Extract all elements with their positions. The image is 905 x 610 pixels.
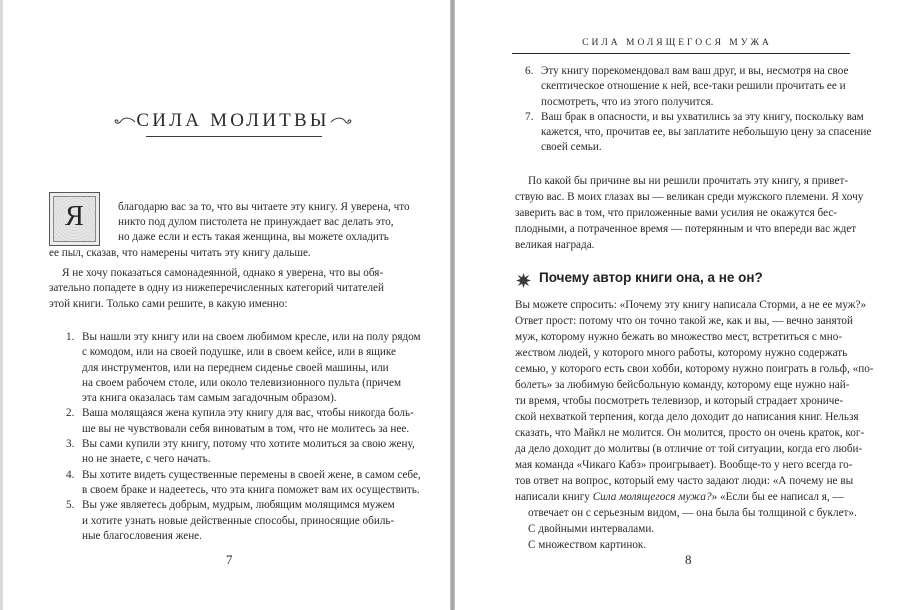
list-item-line: Вы уже являетесь добрым, мудрым, любящим молящимся мужем <box>82 499 395 512</box>
list-item-line: на своем рабочем столе, или около телевизионного пульта (причем <box>82 376 402 389</box>
page-edge <box>0 0 3 610</box>
right-flourish-icon <box>330 116 352 128</box>
body-line: Ответ прост: потому что он точно такой же, как и вы, — вечно занятой <box>515 315 854 327</box>
paragraph-line: великая награда. <box>515 239 595 251</box>
intro-line: никто под дулом пистолета не принуждает вас делать это, <box>118 216 394 228</box>
list-item-line: в своем браке и надеетесь, что эта книга поможет вам их осуществить. <box>82 483 420 496</box>
body-line: мая команда «Чикаго Кабз» проигрывает). Вообще-то у него всегда го- <box>515 459 853 471</box>
list-item-line: Вы нашли эту книгу или на своем любимом кресле, или на полу рядом <box>82 331 421 343</box>
paragraph-line: плодными, а потраченное время — потерянным и что впереди вас ждет <box>515 223 857 235</box>
list-item-line: ные благословения жене. <box>82 529 202 542</box>
intro-line: ее пыл, сказав, что намерены читать эту книгу дальше. <box>49 247 311 259</box>
paragraph-line: По какой бы причине вы ни решили прочитать эту книгу, я привет- <box>528 175 849 187</box>
body-line: болеть» за любимую бейсбольную команду, которому еще нужно най- <box>515 379 850 391</box>
paragraph-line: зательно попадете в одну из нижеперечисленных категорий читателей <box>49 282 385 294</box>
drop-cap-letter: Я <box>65 201 84 232</box>
list-item <box>66 437 421 468</box>
paragraph-line: ствую вас. В моих глазах вы — великан среди мужского племени. Я хочу <box>515 191 864 203</box>
list-item-line: скептическое отношение к ней, все-таки решили прочитать ее и <box>541 80 846 93</box>
list-item <box>525 64 871 110</box>
body-line: жеством людей, у которого много работы, которому нужно содержать <box>515 347 848 359</box>
page-number: 7 <box>226 552 233 567</box>
list-item-number: 3. <box>66 438 75 451</box>
list-item-line: эта книга оказалась там самым загадочным образом). <box>82 392 337 405</box>
intro-line: благодарю вас за то, что вы читаете эту книгу. Я уверена, что <box>118 201 410 213</box>
list-item-line: своей семьи. <box>541 141 602 154</box>
page-number: 8 <box>685 552 692 567</box>
body-text-span: » «Если бы ее написал я, — <box>711 491 844 503</box>
reader-category-list-continued <box>525 64 871 156</box>
body-line: отвечает он с серьезным видом, — она была бы толщиной с буклет». <box>528 507 857 519</box>
list-item-line: Вы сами купили эту книгу, потому что хотите молиться за свою жену, <box>82 438 415 451</box>
list-item-line: посмотреть, что из этого получится. <box>541 95 714 108</box>
list-item-line: и хотите узнать новые действенные способы, приносящие обиль- <box>82 514 395 527</box>
paragraph-line: Я не хочу показаться самонадеянной, однако я уверена, что вы обя- <box>62 267 384 279</box>
body-line: ской нехваткой терпения, когда дело доходит до написания книг. Нельзя <box>515 411 859 423</box>
running-head-rule <box>512 53 850 54</box>
chapter-title <box>118 106 348 134</box>
title-rule <box>146 136 322 137</box>
body-line: да дело доходит до молитвы (в отличие от той ситуации, когда его люби- <box>515 443 863 455</box>
body-line: семью, у которого есть свои хобби, которому нужно поиграть в гольф, «по- <box>515 363 874 375</box>
body-line: Вы можете спросить: «Почему эту книгу написала Сторми, а не ее муж?» <box>515 299 867 311</box>
paragraph-line: этой книги. Только сами решите, в какую именно: <box>49 298 288 310</box>
body-line: муж, которому нужно бежать во множество мест, встретиться с мно- <box>515 331 843 343</box>
list-item-line: с комодом, или на своей подушке, или в своем кейсе, или в ящике <box>82 346 396 359</box>
body-line: тов ответ на вопрос, который ему часто задают люди: «А почему не вы <box>515 475 854 487</box>
chapter-title-text: СИЛА МОЛИТВЫ <box>136 110 330 131</box>
section-title: Почему автор книги она, а не он? <box>539 270 763 285</box>
body-text-span: написали книгу <box>515 491 593 503</box>
drop-cap <box>49 192 100 246</box>
paragraph-line: заверить вас в том, что приложенные вами усилия не окажутся бес- <box>515 207 838 219</box>
list-item-line: ше вы не чувствовали себя виноватым в том, что не молитесь за нее. <box>82 422 410 435</box>
list-item <box>525 110 871 156</box>
list-item-number: 7. <box>525 110 534 123</box>
left-page <box>0 0 450 610</box>
body-line: сказать, что Майкл не молится. Он молится, просто он очень краток, ког- <box>515 427 865 439</box>
list-item-number: 5. <box>66 499 75 512</box>
book-title-italic: Сила молящегося мужа? <box>592 491 712 503</box>
right-page <box>455 0 905 610</box>
list-item <box>66 330 421 406</box>
list-item-line: Вы хотите видеть существенные перемены в своей жене, в самом себе, <box>82 468 421 481</box>
list-item-number: 2. <box>66 407 75 420</box>
list-item-number: 4. <box>66 468 75 481</box>
body-line: С множеством картинок. <box>528 539 647 551</box>
list-item-number: 1. <box>66 331 75 343</box>
body-line: С двойными интервалами. <box>528 523 655 535</box>
list-item <box>66 498 421 544</box>
list-item-line: Ваша молящаяся жена купила эту книгу для вас, чтобы никогда боль- <box>82 407 414 420</box>
list-item-line: кажется, что, прочитав ее, вы заплатите небольшую цену за спасение <box>541 126 872 139</box>
intro-line: но даже если и есть такая женщина, вы можете охладить <box>118 231 389 243</box>
list-item <box>66 468 421 499</box>
ornament-icon <box>515 272 532 289</box>
list-item-line: для инструментов, или на переднем сиденье своей машины, или <box>82 361 389 374</box>
list-item-line: Ваш брак в опасности, и вы ухватились за эту книгу, поскольку вам <box>541 110 864 123</box>
running-head: СИЛА МОЛЯЩЕГОСЯ МУЖА <box>582 38 772 48</box>
list-item-line: но не знаете, с чего начать. <box>82 453 211 466</box>
reader-category-list <box>66 330 421 544</box>
list-item-line: Эту книгу порекомендовал вам ваш друг, и вы, несмотря на свое <box>541 65 849 77</box>
body-line <box>515 490 844 506</box>
list-item <box>66 406 421 437</box>
body-line: ти время, чтобы посмотреть телевизор, и который страдает хрониче- <box>515 395 844 407</box>
list-item-number: 6. <box>525 65 534 77</box>
